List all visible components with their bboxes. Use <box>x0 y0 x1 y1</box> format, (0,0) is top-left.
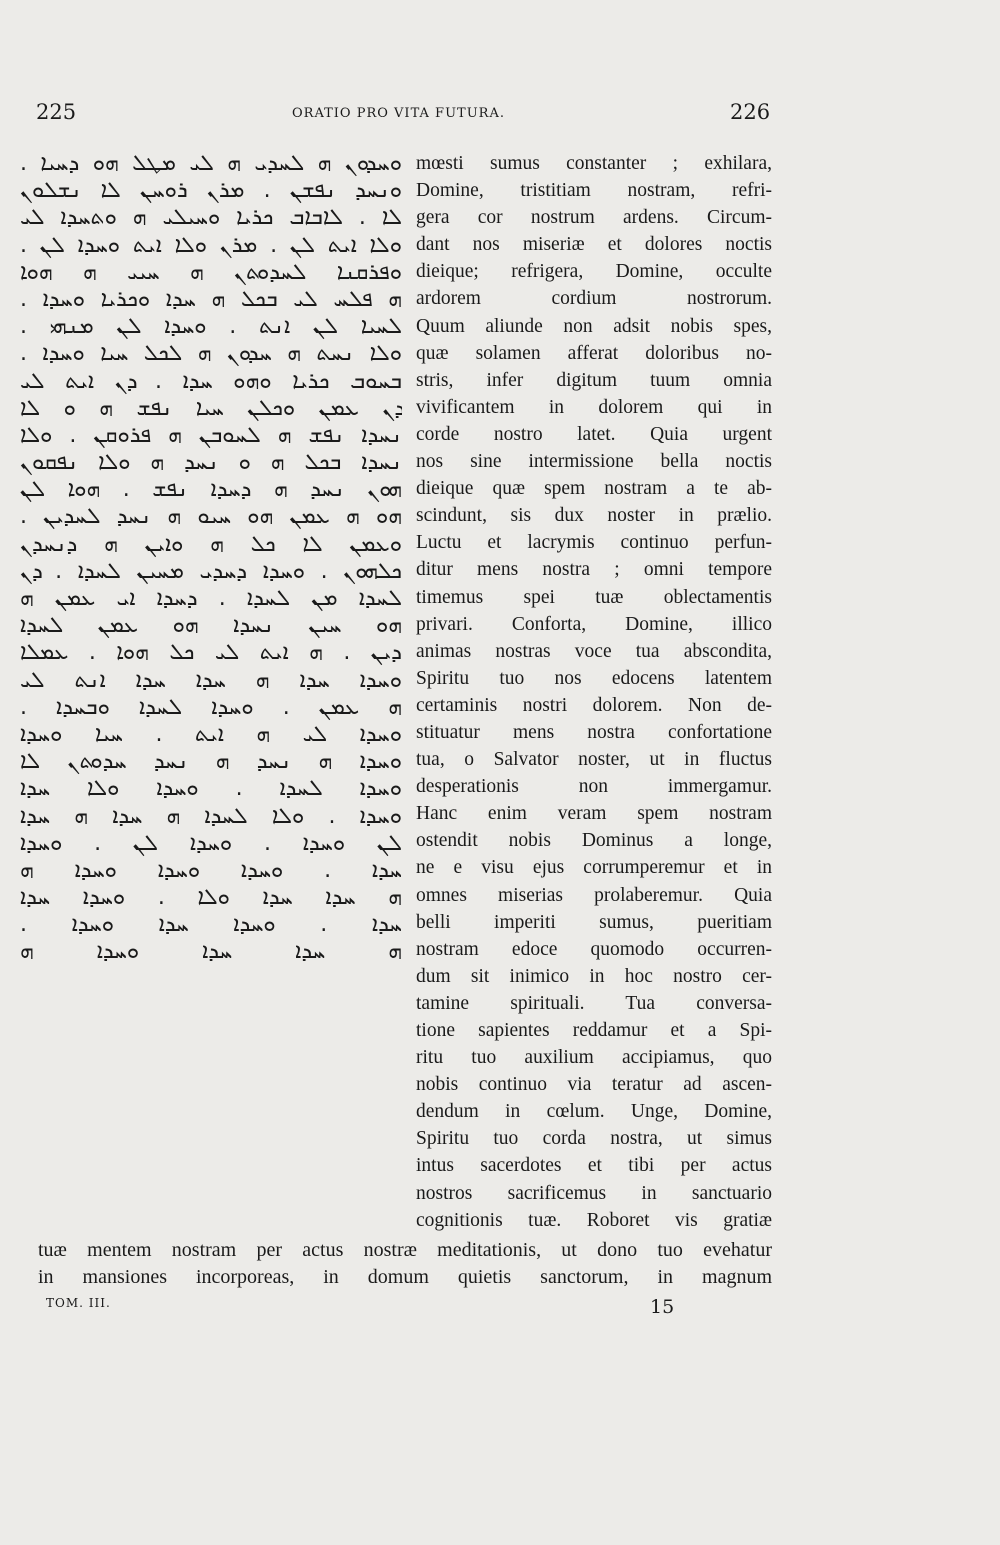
full-line: in mansiones incorporeas, in domum quietis sanctorum, in magnum <box>38 1266 772 1288</box>
latin-line: ritu tuo auxilium accipiamus, quo <box>416 1047 772 1069</box>
volume-label: TOM. III. <box>46 1296 111 1310</box>
syriac-line: ܘܚܕܐ ܚܕܐ ܗ ܚܕܐ ܚܕܐ ܐܢܬ ܠܝ <box>20 667 402 693</box>
syriac-line: ܗܘܢ ܢܚܕ ܗ ܕܚܕܐ ܢܦܫ . ܗܘܐ ܠܢ <box>20 477 402 503</box>
latin-line: Luctu et lacrymis continuo perfun- <box>416 532 772 554</box>
latin-line: intus sacerdotes et tibi per actus <box>416 1155 772 1177</box>
syriac-line: ܕܝܢ . ܗ ܐܝܬ ܠܝ ܟܠ ܗܘܐ . ܥܡܠܐ <box>20 640 402 666</box>
latin-line: gera cor nostrum ardens. Circum- <box>416 207 772 229</box>
syriac-line: ܟܠܗܘܢ . ܘܚܕܐ ܕܚܕܝ ܡܚܝܢ ܠܚܕܐ . ܕܢ <box>20 558 402 584</box>
syriac-line: ܘܚܕܐ ܠܝ ܗ ܐܝܬ . ܚܝܐ ܘܚܕܐ <box>20 721 402 747</box>
latin-line: corde nostro latet. Quia urgent <box>416 423 772 445</box>
latin-line: Domine, tristitiam nostram, refri- <box>416 180 772 202</box>
latin-line: dant nos miseriæ et dolores noctis <box>416 234 772 256</box>
latin-line: scindunt, sis dux noster in prælio. <box>416 505 772 527</box>
latin-line: belli imperiti sumus, pueritiam <box>416 911 772 933</box>
running-title: ORATIO PRO VITA FUTURA. <box>292 106 505 121</box>
syriac-line: ܘܥܡܢ ܠܐ ܟܠ ܗ ܘܐܝܢ ܗ ܕܢܚܕܢ <box>20 531 402 557</box>
latin-line: mœsti sumus constanter ; exhilara, <box>416 153 772 174</box>
latin-line: animas nostras voce tua abscondita, <box>416 640 772 662</box>
syriac-line: ܗ ܦܠܚ ܠܝ ܒܟܠ ܗ ܚܕܐ ܘܟܪܝܐ ܘܚܕܐ . <box>20 286 402 312</box>
latin-line: nos sine intermissione bella noctis <box>416 451 772 473</box>
latin-line: tua, o Salvator noster, ut in fluctus <box>416 749 772 771</box>
latin-line: dieique quæ spem nostram a te ab- <box>416 478 772 500</box>
left-page-number: 225 <box>36 100 77 124</box>
syriac-line: ܘܚܕܐ . ܘܠܐ ܠܚܕܐ ܗ ܚܕܐ ܗ ܚܕܐ <box>20 803 402 829</box>
syriac-line: ܢܚܕܐ ܢܦܫ ܗ ܠܚܘܒܢ ܗ ܦܪܘܩܢ . ܘܠܐ <box>20 422 402 448</box>
latin-line: stituatur mens nostra confortatione <box>416 721 772 743</box>
syriac-line: ܗܘ ܗ ܥܡܢ ܗܘ ܚܝܘ ܗ ܢܚܕ ܠܚܕܝܢ . <box>20 504 402 530</box>
latin-line: nobis continuo via teratur ad ascen- <box>416 1074 772 1096</box>
latin-line: Quum aliunde non adsit nobis spes, <box>416 315 772 337</box>
syriac-line: ܗ ܚܕܐ ܚܕܐ ܘܠܐ . ܘܚܕܐ ܚܕܐ <box>20 885 402 911</box>
syriac-line: ܠܐ . ܠܐܒܐܒ ܟܪܝܐ ܘܚܝܠܝ ܗ ܘܬܚܕܐ ܠܝ <box>20 205 402 231</box>
signature-mark: 15 <box>650 1296 675 1318</box>
syriac-line: ܠܚܕܐ ܡܢ ܠܚܕܐ . ܕܚܕܐ ܐܝ ܥܡܢ ܗ <box>20 586 402 611</box>
latin-line: dieique; refrigera, Domine, occulte <box>416 261 772 283</box>
syriac-line: ܘܦܪܩܢܐ ܠܚܕܘܬܢ ܗ ܚܝܝ ܗ ܗܘܐ <box>20 259 402 285</box>
latin-line: tione sapientes reddamur et a Spi- <box>416 1020 772 1041</box>
latin-line: Spiritu tuo corda nostra, ut simus <box>416 1128 772 1150</box>
latin-column <box>416 150 772 1234</box>
latin-line: nostram edoce quomodo occurren- <box>416 938 772 960</box>
latin-line: certaminis nostri dolorem. Non de- <box>416 694 772 716</box>
syriac-column <box>20 150 402 966</box>
syriac-line: ܗܘ ܚܝܢ ܢܚܕܐ ܗܘ ܥܡܢ ܠܚܕܐ <box>20 613 402 639</box>
latin-line: timemus spei tuæ oblectamentis <box>416 586 772 608</box>
latin-line: dum sit inimico in hoc nostro cer- <box>416 965 772 987</box>
syriac-line: ܗ ܚܕܐ ܚܕܐ ܘܚܕܐ ܗ <box>20 939 402 965</box>
right-page-number: 226 <box>730 100 771 124</box>
latin-line: stris, infer digitum tuum omnia <box>416 369 772 391</box>
latin-line: desperationis non immergamur. <box>416 776 772 798</box>
syriac-line: ܚܕܐ . ܘܚܕܐ ܘܚܕܐ ܘܚܕܐ ܗ <box>20 857 402 883</box>
syriac-line: ܘܚܕܐ ܠܚܕܐ . ܘܚܕܐ ܘܠܐ ܚܕܐ <box>20 776 402 802</box>
latin-line: ostendit nobis Dominus a longe, <box>416 830 772 852</box>
syriac-line: ܠܚܝܐ ܠܢ ܐܢܬ . ܘܚܕܐ ܠܢ ܡܢܗܝ . <box>20 314 402 340</box>
latin-line: Spiritu tuo nos edocens latentem <box>416 667 772 689</box>
syriac-line: ܗ ܥܡܢ . ܘܚܕܐ ܠܚܕܐ ܘܒܚܕܐ . <box>20 694 402 720</box>
latin-line: privari. Conforta, Domine, illico <box>416 613 772 635</box>
latin-line: cognitionis tuæ. Roboret vis gratiæ <box>416 1209 772 1231</box>
latin-line: tamine spirituali. Tua conversa- <box>416 992 772 1014</box>
syriac-line: ܢܚܕܐ ܒܟܠ ܗ ܘ ܢܚܕ ܗ ܘܠܐ ܢܦܩܘܢ <box>20 450 402 476</box>
syriac-line: ܘܠܐ ܢܚܬ ܗ ܚܕܘܢ ܗ ܠܟܠ ܚܝܐ ܘܚܕܐ . <box>20 341 402 367</box>
latin-line: Hanc enim veram spem nostram <box>416 803 772 825</box>
latin-line: ditur mens nostra ; omni tempore <box>416 559 772 581</box>
syriac-line: ܠܢ ܘܚܕܐ . ܘܚܕܐ ܠܢ . ܘܚܕܐ <box>20 830 402 856</box>
full-line: tuæ mentem nostram per actus nostræ meditationis, ut dono tuo evehatur <box>38 1239 772 1261</box>
latin-line: nostros sacrificemus in sanctuario <box>416 1182 772 1204</box>
latin-line: dendum in cœlum. Unge, Domine, <box>416 1101 772 1123</box>
syriac-line: ܚܕܐ . ܘܚܕܐ ܚܕܐ ܘܚܕܐ . <box>20 912 402 938</box>
full-width-text <box>38 1237 772 1291</box>
latin-line: omnes miserias prolaberemur. Quia <box>416 884 772 906</box>
syriac-line: ܒܚܘܒ ܟܪܝܐ ܘܗܘ ܚܕܐ . ܕܢ ܐܝܬ ܠܝ <box>20 368 402 394</box>
syriac-line: ܕܢ ܥܡܢ ܘܟܠܢ ܚܝܐ ܢܦܫ ܗ ܘ ܠܐ <box>20 395 402 421</box>
syriac-line: ܘܠܐ ܐܝܬ ܠܢ . ܡܪܢ ܘܠܐ ܐܝܬ ܘܚܕܐ ܠܢ . <box>20 232 402 258</box>
latin-line: vivificantem in dolorem qui in <box>416 396 772 418</box>
syriac-line: ܘܚܕܘܢ ܗ ܠܚܕܝ ܗ ܠܝ ܡܛܠ ܗܘ ܕܚܝܐ . <box>20 151 402 176</box>
latin-line: quæ solamen afferat doloribus no- <box>416 342 772 364</box>
latin-line: ardorem cordium nostrorum. <box>416 288 772 310</box>
latin-line: ne e visu ejus corrumperemur et in <box>416 857 772 879</box>
syriac-line: ܘܚܕܐ ܗ ܢܚܕ ܗ ܢܚܕ ܚܕܘܬܢ ܠܐ <box>20 749 402 775</box>
syriac-line: ܘܢܚܕ ܢܦܫܢ . ܡܪܢ ܪܘܚܢ ܠܐ ܢܫܠܘܢ <box>20 178 402 204</box>
